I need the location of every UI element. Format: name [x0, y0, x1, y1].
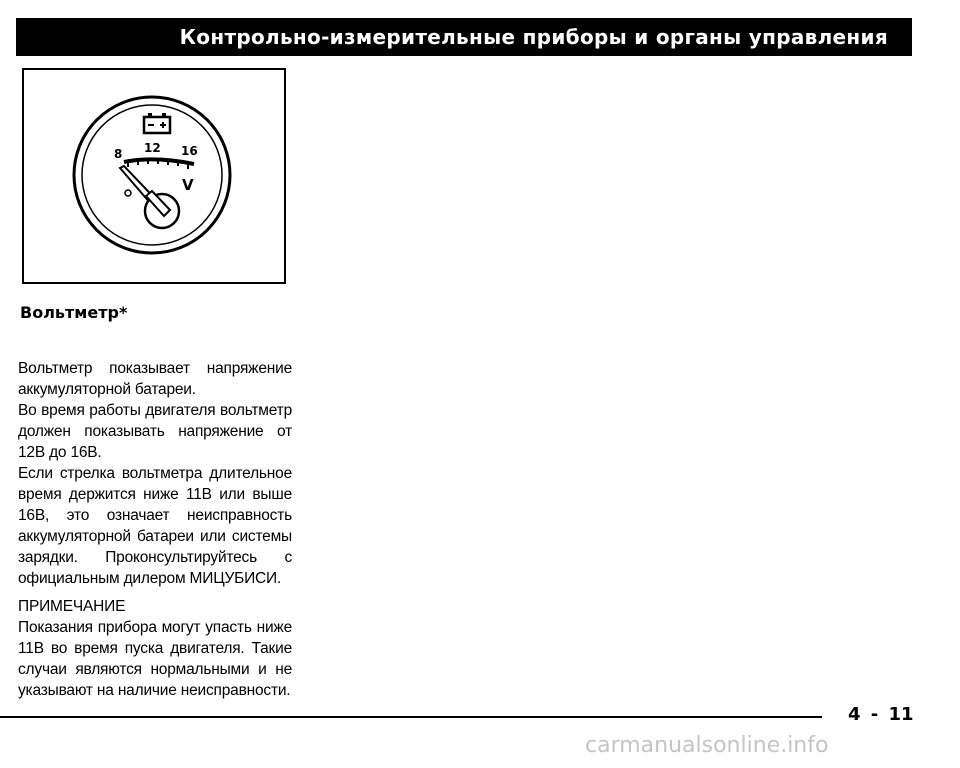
watermark: carmanualsonline.info — [585, 733, 829, 758]
scale-label-low: 8 — [114, 147, 123, 161]
note-label: ПРИМЕЧАНИЕ — [18, 598, 126, 615]
paragraph-3: Если стрелка вольтметра длительное время держится ниже 11В или выше 16В, это означает неисправность аккумуляторной батареи или системы зарядки. Проконсультируйтесь с официальным дилером МИЦУБИСИ. — [18, 465, 292, 587]
gauge-unit-label: V — [182, 176, 194, 194]
header-bar — [16, 18, 912, 56]
gauge-scale — [124, 158, 194, 169]
note-block — [18, 596, 292, 701]
page-number: 4 - 11 — [848, 704, 914, 725]
section-title: Вольтметр* — [20, 303, 128, 322]
scale-label-high: 16 — [181, 144, 198, 158]
voltmeter-figure — [22, 68, 286, 284]
footer-rule — [0, 716, 822, 718]
paragraph-1: Вольтметр показывает напряжение аккумуляторной батареи. — [18, 360, 292, 398]
paragraph-2: Во время работы двигателя вольтметр должен показывать напряжение от 12В до 16В. — [18, 402, 292, 461]
page-header-title: Контрольно-измерительные приборы и органы управления — [179, 25, 888, 49]
needle-stop-pin — [125, 190, 131, 196]
note-text: Показания прибора могут упасть ниже 11В во время пуска двигателя. Такие случаи являются нормальными и не указывают на наличие неисправности. — [18, 619, 292, 699]
battery-icon — [144, 113, 170, 133]
scale-label-mid: 12 — [144, 141, 161, 155]
voltmeter-gauge-illustration — [24, 70, 284, 282]
